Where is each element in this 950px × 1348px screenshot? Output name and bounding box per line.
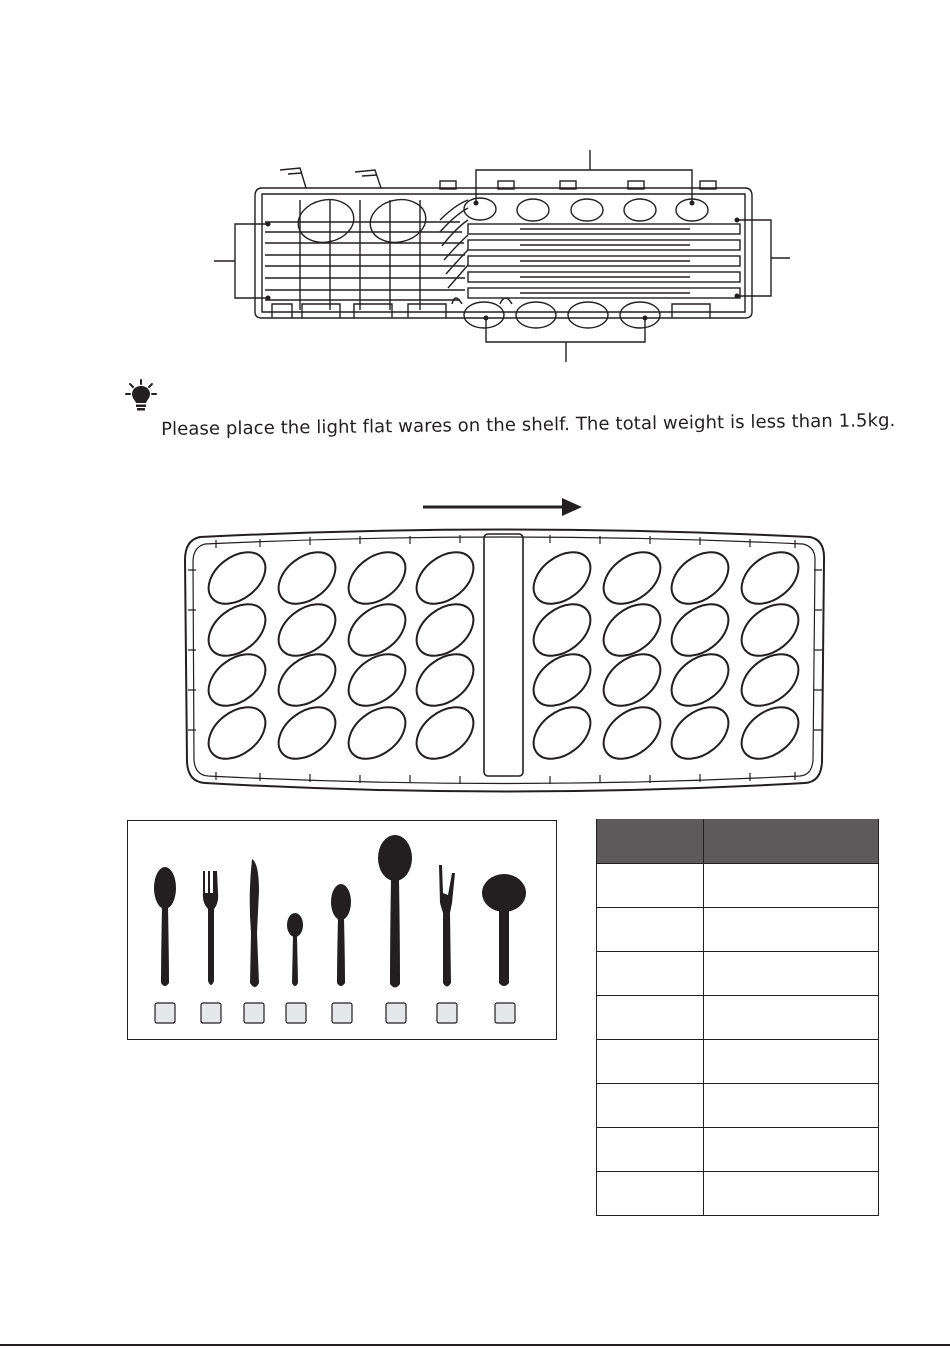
table-header-cell [704,819,879,864]
table-header-row [597,819,879,864]
fork-icon [203,871,218,985]
table-cell [704,864,879,908]
tray-slot [339,697,415,769]
cutlery-checkbox[interactable] [201,1003,221,1023]
ladle-icon [482,874,526,986]
tray-slot [732,542,808,614]
tray-slot [407,697,483,769]
cutlery-legend-table [596,819,879,1216]
table-row [597,1172,879,1216]
cutlery-icons [128,821,558,1041]
tray-slot [662,542,738,614]
tray-slot [524,697,600,769]
table-cell [704,1040,879,1084]
table-cell [597,908,704,952]
table-cell [597,996,704,1040]
table-row [597,952,879,996]
page-bottom-rule [0,1344,950,1346]
table-cell [704,908,879,952]
tray-slot [269,697,345,769]
arrow-right-icon [420,494,590,520]
rack-shelf-diagram [205,145,805,370]
tray-slot [269,542,345,614]
cutlery-checkbox[interactable] [244,1003,264,1023]
table-row [597,864,879,908]
table-cell [704,996,879,1040]
table-header-cell [597,819,704,864]
table-cell [597,864,704,908]
table-row [597,908,879,952]
tip-text: Please place the light flat wares on the shelf. The total weight is less than 1.5kg. [161,410,896,440]
tray-slot [199,542,275,614]
tray-slot [199,697,275,769]
table-row [597,1040,879,1084]
tray-slot [407,542,483,614]
tray-slot [594,542,670,614]
cutlery-tray-diagram [180,525,830,800]
table-row [597,1128,879,1172]
tray-slot [732,697,808,769]
table-cell [704,952,879,996]
teaspoon-icon [287,913,303,986]
cutlery-checkbox[interactable] [332,1003,352,1023]
table-cell [597,1128,704,1172]
tray-slot [662,697,738,769]
serving-spoon-icon [378,835,412,988]
table-cell [597,1040,704,1084]
cutlery-legend-panel [127,820,557,1040]
table-row [597,996,879,1040]
table-cell [597,952,704,996]
table-cell [597,1172,704,1216]
table-cell [704,1172,879,1216]
tray-slot [594,697,670,769]
table-row [597,1084,879,1128]
table-cell [704,1128,879,1172]
tray-slot [524,542,600,614]
cutlery-checkbox[interactable] [495,1003,515,1023]
cutlery-checkbox[interactable] [155,1003,175,1023]
soup-spoon-icon [154,867,176,986]
cutlery-checkbox[interactable] [286,1003,306,1023]
tray-slot [339,542,415,614]
cutlery-checkbox[interactable] [437,1003,457,1023]
serving-fork-icon [439,865,455,987]
dessert-spoon-icon [331,884,351,986]
table-cell [597,1084,704,1128]
knife-icon [250,859,259,987]
table-cell [704,1084,879,1128]
cutlery-checkbox[interactable] [386,1003,406,1023]
lightbulb-icon [124,378,158,414]
